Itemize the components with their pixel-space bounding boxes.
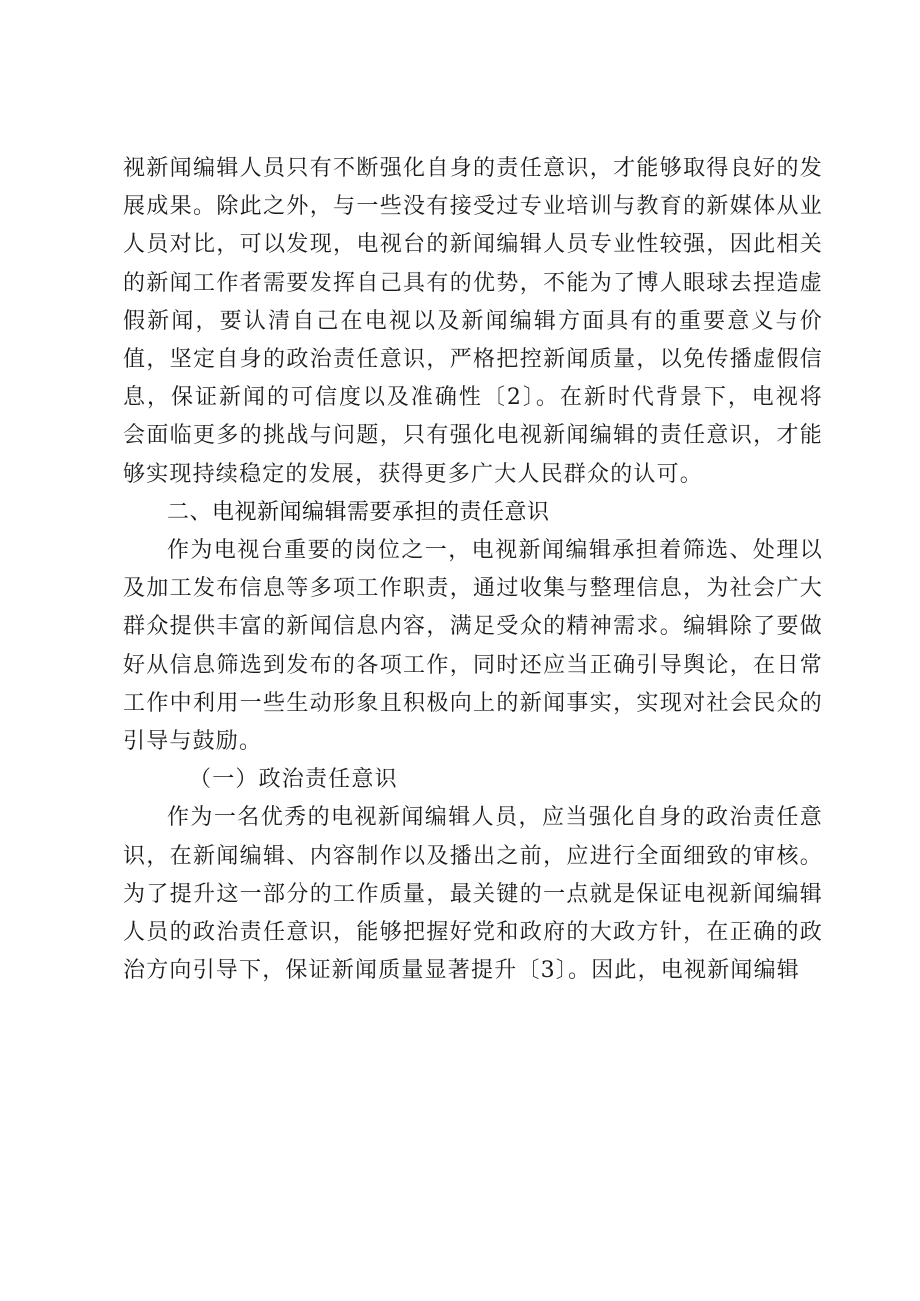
document-body (123, 150, 823, 990)
paragraph-section-intro: 作为电视台重要的岗位之一，电视新闻编辑承担着筛选、处理以及加工发布信息等多项工作职责，通过收集与整理信息，为社会广大群众提供丰富的新闻信息内容，满足受众的精神需求。编辑除了要做好从信息筛选到发布的各项工作，同时还应当正确引导舆论，在日常工作中利用一些生动形象且积极向上的新闻事实，实现对社会民众的引导与鼓励。 (123, 538, 823, 755)
paragraph-political-responsibility: 作为一名优秀的电视新闻编辑人员，应当强化自身的政治责任意识，在新闻编辑、内容制作以及播出之前，应进行全面细致的审核。为了提升这一部分的工作质量，最关键的一点就是保证电视新闻编辑人员的政治责任意识，能够把握好党和政府的大政方针，在正确的政治方向引导下，保证新闻质量显著提升〔3〕。因此，电视新闻编辑 (123, 805, 823, 984)
paragraph-continuation: 视新闻编辑人员只有不断强化自身的责任意识，才能够取得良好的发展成果。除此之外，与一些没有接受过专业培训与教育的新媒体从业人员对比，可以发现，电视台的新闻编辑人员专业性较强，因此相关的新闻工作者需要发挥自己具有的优势，不能为了博人眼球去捏造虚假新闻，要认清自己在电视以及新闻编辑方面具有的重要意义与价值，坚定自身的政治责任意识，严格把控新闻质量，以免传播虚假信息，保证新闻的可信度以及准确性〔2〕。在新时代背景下，电视将会面临更多的挑战与问题，只有强化电视新闻编辑的责任意识，才能够实现持续稳定的发展，获得更多广大人民群众的认可。 (123, 156, 823, 487)
subsection-heading: （一）政治责任意识 (189, 767, 398, 793)
section-heading: 二、电视新闻编辑需要承担的责任意识 (167, 499, 550, 525)
